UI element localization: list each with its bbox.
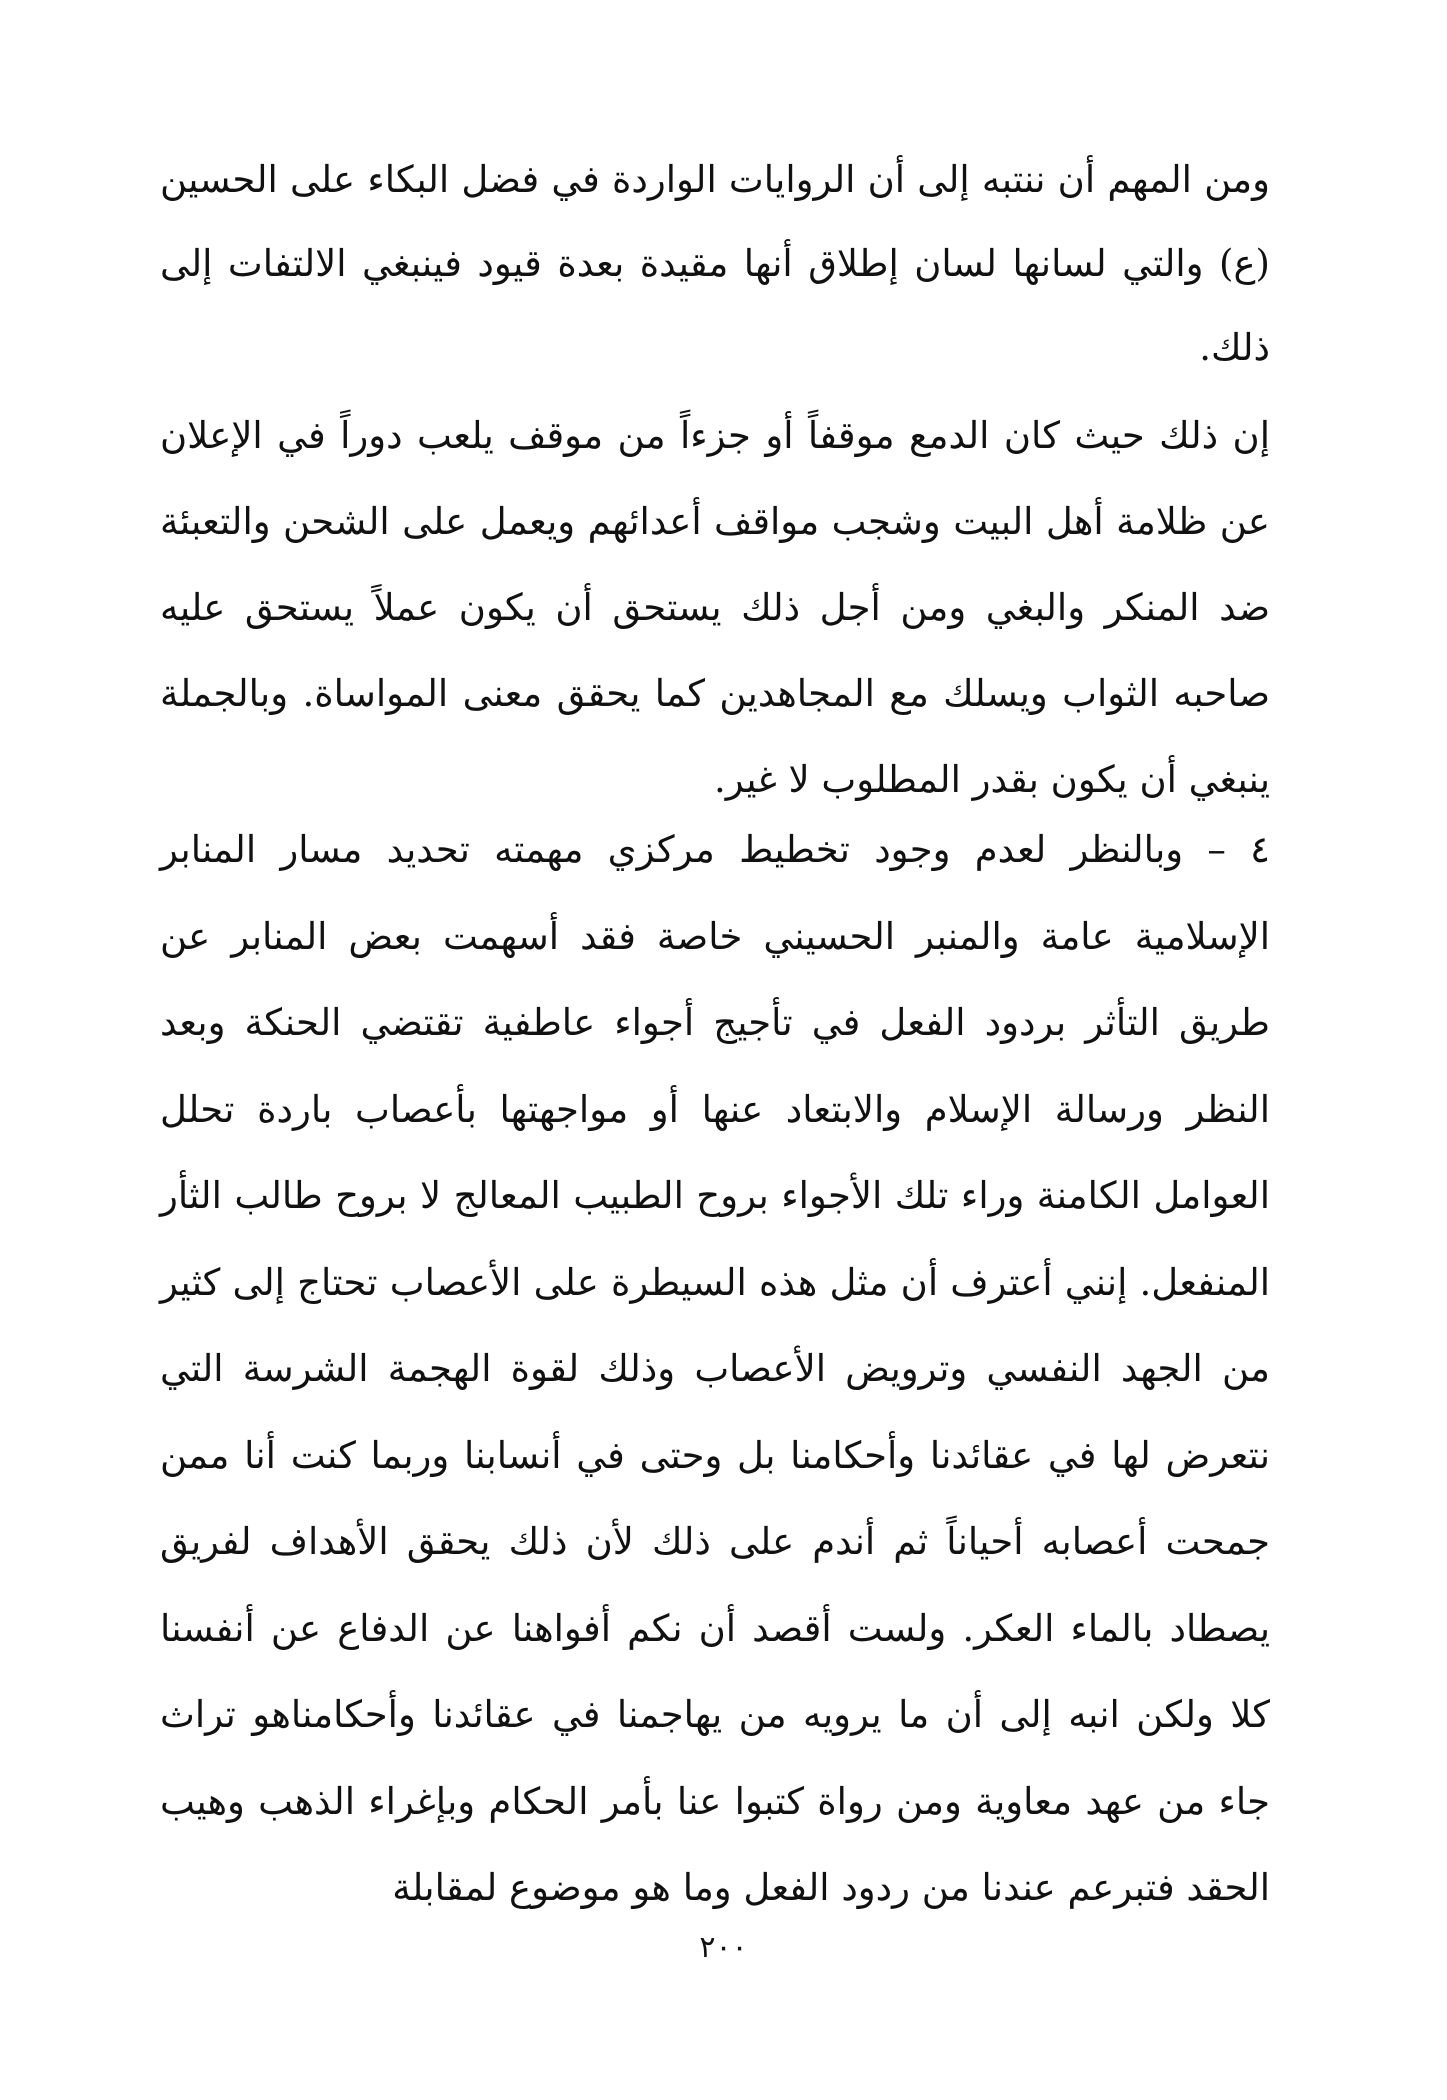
paragraph-3: ٤ – وبالنظر لعدم وجود تخطيط مركزي مهمته تحديد مسار المنابر الإسلامية عامة والمنبر الحسيني خاصة فقد أسهمت بعض المنابر عن طريق التأثر بردود الفعل في تأجيج أجواء عاطفية تقتضي الحنكة وبعد النظر ورسالة الإسلام والابتعاد عنها أو مواجهتها بأعصاب باردة تحلل العوامل الكامنة وراء تلك الأجواء بروح الطبيب المعالج لا بروح طالب الثأر المنفعل. إنني أعترف أن مثل هذه السيطرة على الأعصاب تحتاج إلى كثير من الجهد النفسي وترويض الأعصاب وذلك لقوة الهجمة الشرسة التي نتعرض لها في عقائدنا وأحكامنا بل وحتى في أنسابنا وربما كنت أنا ممن جمحت أعصابه أحياناً ثم أندم على ذلك لأن ذلك يحقق الأهداف لفريق يصطاد بالماء العكر. ولست أقصد أن نكم أفواهنا عن الدفاع عن أنفسنا كلا ولكن انبه إلى أن ما يرويه من يهاجمنا في عقائدنا وأحكامناهو تراث جاء من عهد معاوية ومن رواة كتبوا عنا بأمر الحكام وبإغراء الذهب وهيب الحقد فتبرعم عندنا من ردود الفعل وما هو موضوع لمقابلة: [160, 828, 1270, 1909]
paragraph-2: إن ذلك حيث كان الدمع موقفاً أو جزءاً من موقف يلعب دوراً في الإعلان عن ظلامة أهل البيت وشجب مواقف أعدائهم ويعمل على الشحن والتعبئة ضد المنكر والبغي ومن أجل ذلك يستحق أن يكون عملاً يستحق عليه صاحبه الثواب ويسلك مع المجاهدين كما يحقق معنى المواساة. وبالجملة ينبغي أن يكون بقدر المطلوب لا غير.: [160, 414, 1270, 801]
page-number: ٢٠٠: [699, 1930, 748, 1965]
paragraph-1: ومن المهم أن ننتبه إلى أن الروايات الواردة في فضل البكاء على الحسين (ع) والتي لسانها لسان إطلاق أنها مقيدة بعدة قيود فينبغي الالتفات إلى ذلك.: [160, 158, 1270, 369]
